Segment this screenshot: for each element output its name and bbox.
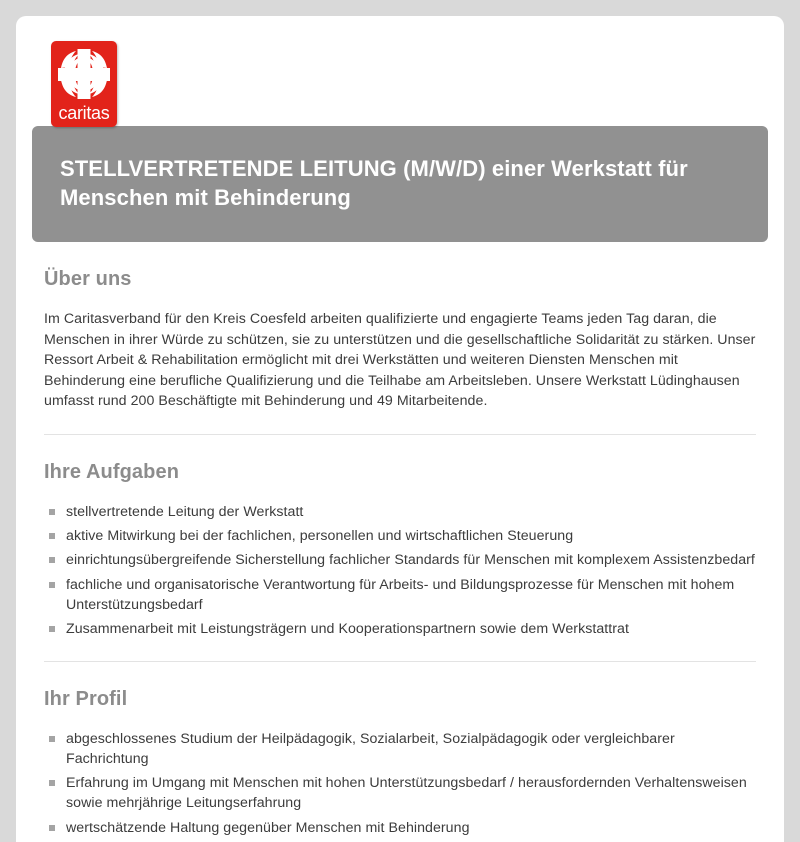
list-item: Erfahrung im Umgang mit Menschen mit hohen Unterstützungsbedarf / herausfordernden Verhaltensweisen sowie mehrjährige Leitungserfahrung <box>44 773 756 813</box>
list-item: einrichtungsübergreifende Sicherstellung fachlicher Standards für Menschen mit komplexem Assistenzbedarf <box>44 550 756 570</box>
page-title: STELLVERTRETENDE LEITUNG (M/W/D) einer Werkstatt für Menschen mit Behinderung <box>60 156 688 211</box>
list-item: wertschätzende Haltung gegenüber Menschen mit Behinderung <box>44 818 756 838</box>
section-ueber-uns <box>44 242 756 412</box>
section-paragraph: Im Caritasverband für den Kreis Coesfeld arbeiten qualifizierte und engagierte Teams jeden Tag daran, die Menschen in ihrer Würde zu schützen, sie zu unterstützen und die gesellschaftliche Solidarität zu stärken. Unser Ressort Arbeit & Rehabilitation ermöglicht mit drei Werkstätten und weiteren Diensten Menschen mit Behinderung eine berufliche Qualifizierung und die Teilhabe am Arbeitsleben. Unsere Werkstatt Lüdinghausen umfasst rund 200 Beschäftigte mit Behinderung und 49 Mitarbeitende. <box>44 311 756 410</box>
section-ihre-aufgaben <box>44 434 756 639</box>
list-item: abgeschlossenes Studium der Heilpädagogik, Sozialarbeit, Sozialpädagogik oder vergleichbarer Fachrichtung <box>44 729 756 769</box>
section-heading: Ihre Aufgaben <box>44 461 180 484</box>
caritas-logo <box>51 41 117 127</box>
list-item: aktive Mitwirkung bei der fachlichen, personellen und wirtschaftlichen Steuerung <box>44 526 756 546</box>
section-heading: Ihr Profil <box>44 687 128 710</box>
job-posting-card <box>16 16 784 842</box>
list-item: stellvertretende Leitung der Werkstatt <box>44 502 756 522</box>
list-item: fachliche und organisatorische Verantwortung für Arbeits- und Bildungsprozesse für Menschen mit hohem Unterstützungsbedarf <box>44 575 756 615</box>
job-title-banner <box>32 126 768 242</box>
profile-list <box>44 729 756 838</box>
job-content <box>16 242 784 838</box>
logo-wordmark: caritas <box>58 103 110 123</box>
section-heading: Über uns <box>44 268 132 291</box>
cross-horizontal-bar-icon <box>58 68 110 81</box>
list-item: Zusammenarbeit mit Leistungsträgern und Kooperationspartnern sowie dem Werkstattrat <box>44 619 756 639</box>
section-ihr-profil <box>44 661 756 838</box>
task-list <box>44 502 756 639</box>
logo-area <box>16 16 784 126</box>
